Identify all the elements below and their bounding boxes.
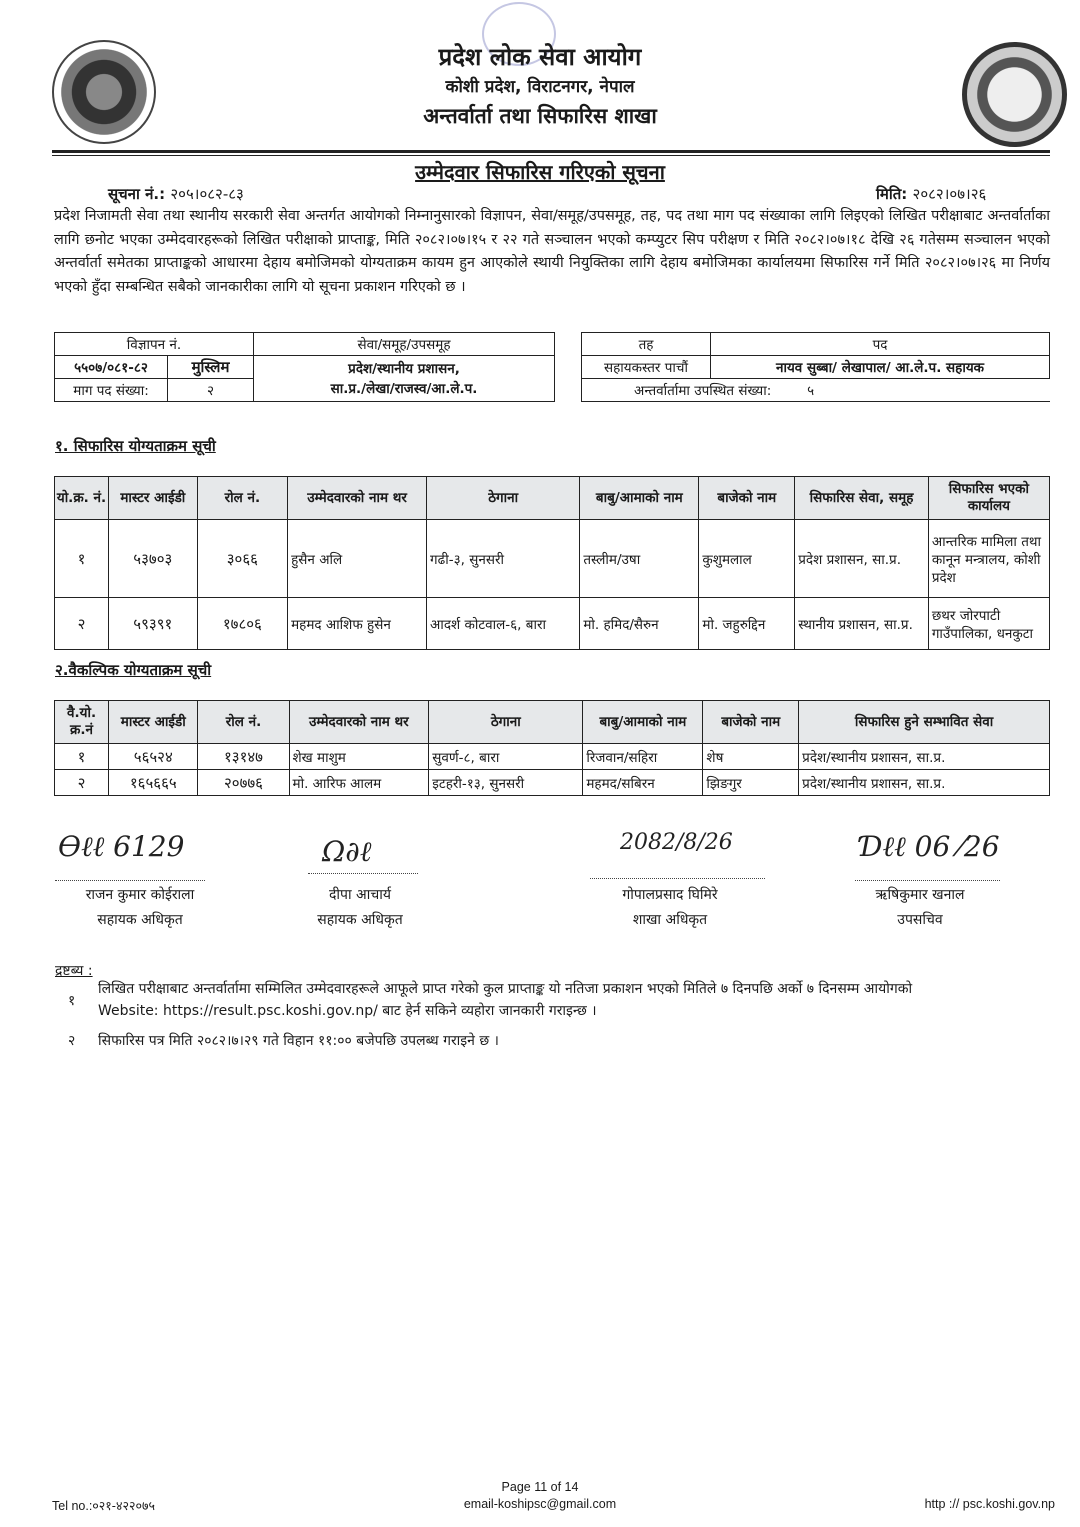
alternate-header-5: बाबु/आमाको नाम: [583, 701, 703, 744]
notice-number-label: सूचना नं.:: [108, 185, 166, 203]
branch-name: अन्तर्वार्ता तथा सिफारिस शाखा: [423, 104, 657, 128]
alternate-header-6: बाजेको नाम: [703, 701, 799, 744]
alternate-header-2: रोल नं.: [198, 701, 289, 744]
page-number: Page 11 of 14: [501, 1480, 579, 1494]
notice-body: प्रदेश निजामती सेवा तथा स्थानीय सरकारी सेवा अन्तर्गत आयोगको निम्नानुसारको विज्ञापन, सेवा/समूह/उपसमूह, तह, पद तथा माग पद संख्याका लागि लिइएको लिखित परीक्षाबाट अन्तर्वार्ताका लागि छनोट भएका उम्मेदवारहरूको लिखित परीक्षाको प्राप्ताङ्क, मिति २०८२।०७।१५ र २२ गते सञ्चालन भएको कम्प्युटर सिप परीक्षण र मिति २०८२।०७।१८ देखि २६ गतेसम्म सञ्चालन भएको अन्तर्वार्ता समेतका प्राप्ताङ्कको आधारमा देहाय बमोजिमको योग्यताक्रम कायम हुन आएकोले स्थायी नियुक्तिका लागि देहाय बमोजिमका कार्यालयमा सिफारिस गर्ने मिति २०८२।०७।२६ मा निर्णय भएको हुँदा सम्बन्धित सबैको जानकारीका लागि यो सूचना प्रकाशन गरिएको छ ।: [54, 208, 1050, 295]
recommended-cell: मो. हमिद/सैरुन: [580, 598, 699, 650]
recommended-cell: आदर्श कोटवाल-६, बारा: [427, 598, 580, 650]
note-1: [98, 978, 1058, 1022]
note-1-line-2: Website: https://result.psc.koshi.gov.np/ बाट हेर्न सकिने व्यहोरा जानकारी गराइन्छ ।: [98, 1003, 597, 1019]
signatory-4-name: ऋषिकुमार खनाल: [875, 887, 965, 903]
note-2-number: २: [68, 1033, 76, 1049]
advertisement-info-table: [54, 332, 1050, 402]
alternate-header-7: सिफारिस हुने सम्भावित सेवा: [799, 701, 1050, 744]
note-2: सिफारिस पत्र मिति २०८२।७।२९ गते विहान ११:०० बजेपछि उपलब्ध गराइने छ ।: [98, 1033, 499, 1049]
recommended-cell: स्थानीय प्रशासन, सा.प्र.: [795, 598, 929, 650]
signatory-1: [50, 885, 230, 929]
footer-email[interactable]: email-koshipsc@gmail.com: [463, 1497, 617, 1511]
recommended-cell: कुशुमलाल: [699, 520, 795, 598]
footer-phone: Tel no.:०२१-४२२०७५: [52, 1499, 155, 1513]
adv-no-value: ५५०७/०८१-८२: [55, 356, 168, 379]
service-header: सेवा/समूह/उपसमूह: [254, 333, 555, 356]
alternate-list-title: २.वैकल्पिक योग्यताक्रम सूची: [55, 661, 212, 679]
alternate-header-3: उम्मेदवारको नाम थर: [289, 701, 429, 744]
notice-title: उम्मेदवार सिफारिस गरिएको सूचना: [415, 160, 665, 184]
notice-number-value: २०५।०८२-८३: [170, 185, 244, 203]
recommended-cell: ५३७०३: [109, 520, 198, 598]
recommended-header-1: मास्टर आईडी: [109, 477, 198, 520]
alternate-cell: इटहरी-१३, सुनसरी: [429, 770, 583, 796]
posts-label: माग पद संख्या:: [55, 379, 168, 402]
commission-address: कोशी प्रदेश, विराटनगर, नेपाल: [445, 77, 635, 97]
recommended-cell: ३०६६: [197, 520, 288, 598]
recommended-list-title: १. सिफारिस योग्यताक्रम सूची: [55, 437, 216, 455]
present-label: अन्तर्वार्तामा उपस्थित संख्या:: [634, 383, 772, 399]
recommended-header-2: रोल नं.: [197, 477, 288, 520]
signature-1: Ѳℓℓ 6129: [58, 830, 185, 863]
notice-date-value: २०८२।०७।२६: [912, 185, 987, 203]
alternate-header-1: मास्टर आईडी: [109, 701, 198, 744]
note-1-line-1: लिखित परीक्षाबाट अन्तर्वार्तामा सम्मिलित उम्मेदवारहरूले आफूले प्राप्त गरेको कुल प्राप्ताङ्क यो नतिजा प्रकाशन भएको मितिले ७ दिनपछि अर्को ७ दिनसम्म आयोगको: [98, 981, 913, 997]
recommended-cell: हुसैन अलि: [288, 520, 427, 598]
recommended-table: [54, 476, 1050, 650]
recommended-cell: १७८०६: [197, 598, 288, 650]
alternate-cell: प्रदेश/स्थानीय प्रशासन, सा.प्र.: [799, 744, 1050, 770]
signatory-3-name: गोपालप्रसाद घिमिरे: [622, 887, 718, 903]
note-1-number: १: [68, 993, 76, 1009]
signatory-2-title: सहायक अधिकृत: [317, 912, 403, 928]
notice-date: [876, 184, 986, 204]
recommended-cell: तस्लीम/उषा: [580, 520, 699, 598]
commission-title: प्रदेश लोक सेवा आयोग: [438, 43, 642, 71]
table-row: [55, 598, 1050, 650]
service-line-1: प्रदेश/स्थानीय प्रशासन,: [348, 360, 460, 377]
recommended-header-3: उम्मेदवारको नाम थर: [288, 477, 427, 520]
recommended-cell: प्रदेश प्रशासन, सा.प्र.: [795, 520, 929, 598]
alternate-cell: सुवर्ण-८, बारा: [429, 744, 583, 770]
recommended-cell: मो. जहुरुद्दिन: [699, 598, 795, 650]
recommended-header-5: बाबु/आमाको नाम: [580, 477, 699, 520]
notice-number: [108, 184, 244, 204]
recommended-cell: २: [55, 598, 109, 650]
alternate-cell: झिङगुर: [703, 770, 799, 796]
recommended-header-7: सिफारिस सेवा, समूह: [795, 477, 929, 520]
signatory-2: [270, 885, 450, 929]
alternate-cell: प्रदेश/स्थानीय प्रशासन, सा.प्र.: [799, 770, 1050, 796]
footer-website[interactable]: http :// psc.koshi.gov.np: [924, 1497, 1055, 1511]
table-row: [55, 770, 1050, 796]
alternate-cell: २०७७६: [198, 770, 289, 796]
recommended-cell: महमद आशिफ हुसेन: [288, 598, 427, 650]
signatory-1-title: सहायक अधिकृत: [97, 912, 183, 928]
signatory-4-title: उपसचिव: [897, 912, 943, 928]
level-value: सहायकस्तर पाचौं: [582, 356, 711, 379]
post-header: पद: [711, 333, 1050, 356]
signature-4: Ɗℓℓ 06 ⁄26: [860, 830, 1000, 863]
alternate-cell: महमद/सबिरन: [583, 770, 703, 796]
recommended-cell: आन्तरिक मामिला तथा कानून मन्त्रालय, कोशी प्रदेश: [928, 520, 1049, 598]
service-line-2: सा.प्र./लेखा/राजस्व/आ.ले.प.: [330, 380, 478, 397]
recommended-header-0: यो.क्र. नं.: [55, 477, 109, 520]
level-header: तह: [582, 333, 711, 356]
signature-2: Ω∂ℓ: [322, 835, 372, 868]
alternate-cell: १३१४७: [198, 744, 289, 770]
service-value: [254, 356, 555, 402]
alternate-cell: १: [55, 744, 109, 770]
signatory-1-name: राजन कुमार कोईराला: [85, 887, 195, 903]
posts-value: २: [168, 379, 254, 402]
alternate-cell: शेष: [703, 744, 799, 770]
signature-3: 2082/8/26: [620, 830, 733, 855]
recommended-header-4: ठेगाना: [427, 477, 580, 520]
signatory-4: [830, 885, 1010, 929]
alternate-cell: ५६५२४: [109, 744, 198, 770]
notes-label: द्रष्टब्य :: [55, 963, 93, 979]
recommended-header-6: बाजेको नाम: [699, 477, 795, 520]
alternate-cell: रिजवान/सहिरा: [583, 744, 703, 770]
recommended-cell: छथर जोरपाटी गाउँपालिका, धनकुटा: [928, 598, 1049, 650]
recommended-cell: ५९३९१: [109, 598, 198, 650]
alternate-header-0: वै.यो. क्र.नं: [55, 701, 109, 744]
header-divider: [52, 150, 1050, 153]
signatory-2-name: दीपा आचार्य: [328, 887, 392, 903]
post-value: नायव सुब्बा/ लेखापाल/ आ.ले.प. सहायक: [711, 356, 1050, 379]
alternate-table: [54, 700, 1050, 796]
recommended-cell: गढी-३, सुनसरी: [427, 520, 580, 598]
alternate-cell: १६५६६५: [109, 770, 198, 796]
recommended-cell: १: [55, 520, 109, 598]
signatory-3: [580, 885, 760, 929]
alternate-cell: २: [55, 770, 109, 796]
notice-date-label: मिति:: [876, 185, 908, 203]
header-divider-thin: [52, 155, 1050, 156]
present-value: ५: [807, 383, 815, 399]
table-row: [55, 744, 1050, 770]
signatory-3-title: शाखा अधिकृत: [632, 912, 708, 928]
group-value: मुस्लिम: [168, 356, 254, 379]
recommended-header-8: सिफारिस भएको कार्यालय: [928, 477, 1049, 520]
alternate-header-4: ठेगाना: [429, 701, 583, 744]
adv-no-header: विज्ञापन नं.: [55, 333, 254, 356]
present-count: [582, 379, 1050, 402]
table-row: [55, 520, 1050, 598]
alternate-cell: शेख माशुम: [289, 744, 429, 770]
alternate-cell: मो. आरिफ आलम: [289, 770, 429, 796]
